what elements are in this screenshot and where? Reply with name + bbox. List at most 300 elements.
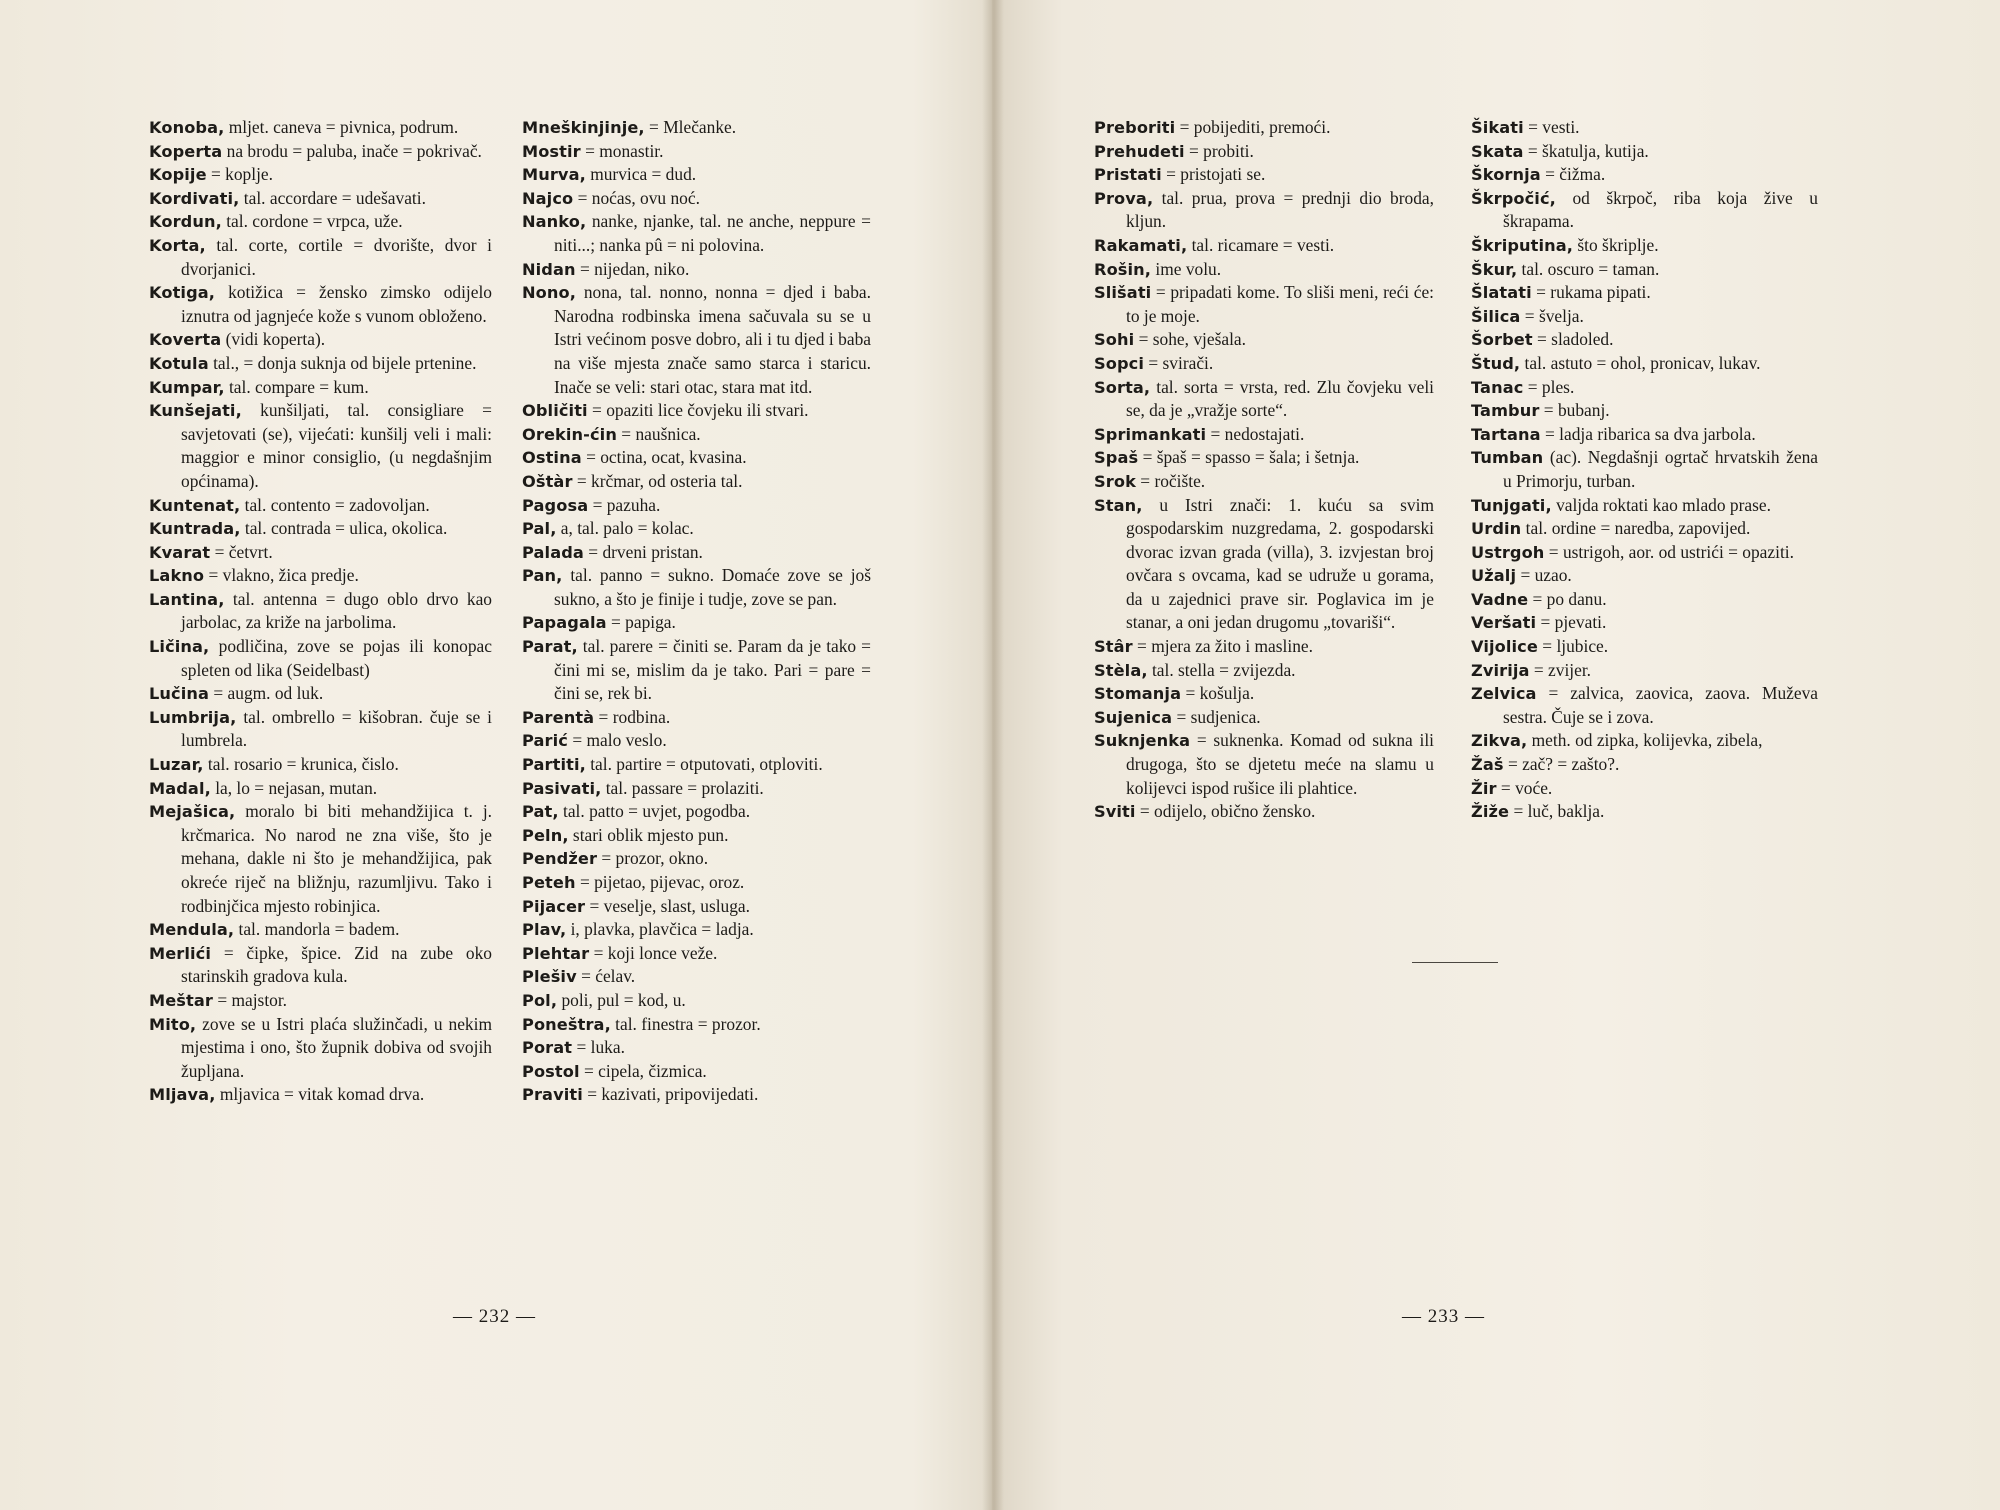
dictionary-entry bbox=[1094, 470, 1434, 494]
dictionary-entry bbox=[522, 729, 871, 753]
dictionary-entry bbox=[1094, 659, 1434, 683]
entry-headword: Ličina, bbox=[149, 637, 210, 657]
entry-definition: = uzao. bbox=[1516, 565, 1572, 586]
entry-headword: Nidan bbox=[522, 259, 576, 279]
entry-headword: Užalj bbox=[1471, 566, 1517, 586]
dictionary-entry bbox=[149, 777, 492, 801]
entry-headword: Koverta bbox=[149, 330, 222, 350]
entry-definition: = nedostajati. bbox=[1206, 423, 1305, 444]
entry-definition: stari oblik mjesto pun. bbox=[568, 824, 729, 845]
entry-headword: Žiže bbox=[1471, 802, 1510, 822]
entry-definition: = čižma. bbox=[1540, 164, 1606, 185]
entry-headword: Lakno bbox=[149, 566, 205, 586]
dictionary-entry bbox=[1471, 328, 1818, 352]
entry-definition: na brodu = paluba, inače = pokrivač. bbox=[222, 140, 482, 161]
entry-definition: = ročište. bbox=[1135, 470, 1206, 491]
entry-headword: Oštàr bbox=[522, 471, 573, 491]
dictionary-entry bbox=[1094, 800, 1434, 824]
dictionary-entry bbox=[1471, 352, 1818, 376]
dictionary-entry bbox=[522, 1036, 871, 1060]
entry-definition: što škriplje. bbox=[1573, 234, 1659, 255]
dictionary-entry bbox=[149, 942, 492, 989]
entry-definition: tal. patto = uvjet, pogodba. bbox=[558, 801, 751, 822]
dictionary-entry bbox=[1471, 399, 1818, 423]
entry-definition: tal. partire = otputovati, otploviti. bbox=[585, 754, 823, 775]
entry-definition: nona, tal. nonno, nonna = djed i baba. Narodna rodbinska imena sačuvala su se u Istri većinom posve dobro, ali i tu djed i baba na više mjesta znače samo starca i staricu. Inače se veli: stari otac, stara mat itd. bbox=[554, 282, 871, 397]
entry-headword: Tambur bbox=[1471, 401, 1540, 421]
entry-definition: = ljubice. bbox=[1537, 636, 1609, 657]
entry-definition: = zvijer. bbox=[1529, 659, 1592, 680]
entry-headword: Pat, bbox=[522, 802, 559, 822]
dictionary-entry bbox=[149, 564, 492, 588]
entry-definition: = rukama pipati. bbox=[1531, 282, 1651, 303]
dictionary-entry bbox=[149, 116, 492, 140]
page-number-left: — 232 — bbox=[453, 1306, 536, 1327]
entry-headword: Pan, bbox=[522, 566, 563, 586]
entry-headword: Vadne bbox=[1471, 589, 1529, 609]
entry-headword: Papagala bbox=[522, 613, 607, 633]
entry-headword: Kuntrada, bbox=[149, 519, 241, 539]
dictionary-entry bbox=[1094, 376, 1434, 423]
dictionary-entry bbox=[1471, 116, 1818, 140]
entry-headword: Vijolice bbox=[1471, 637, 1538, 657]
dictionary-entry bbox=[522, 847, 871, 871]
entry-definition: = octina, ocat, kvasina. bbox=[581, 447, 747, 468]
dictionary-entry bbox=[522, 163, 871, 187]
entry-headword: Mostir bbox=[522, 141, 581, 161]
dictionary-entry bbox=[149, 635, 492, 682]
entry-definition: = papiga. bbox=[606, 612, 676, 633]
entry-definition: tal. contrada = ulica, okolica. bbox=[240, 518, 448, 539]
entry-definition: (ac). Negdašnji ogrtač hrvatskih žena u Primorju, turban. bbox=[1503, 447, 1818, 491]
dictionary-entry bbox=[1471, 588, 1818, 612]
entry-definition: = pristojati se. bbox=[1161, 164, 1266, 185]
dictionary-entry bbox=[149, 328, 492, 352]
dictionary-entry bbox=[149, 399, 492, 493]
dictionary-entry bbox=[522, 470, 871, 494]
entry-definition: tal. parere = činiti se. Param da je tako = čini mi se, mislim da je tako. Pari = pare = čini se, rek bi. bbox=[554, 636, 871, 704]
entry-definition: mljavica = vitak komad drva. bbox=[215, 1084, 425, 1105]
dictionary-entry bbox=[522, 965, 871, 989]
dictionary-entry bbox=[522, 918, 871, 942]
dictionary-entry bbox=[149, 517, 492, 541]
entry-headword: Škur, bbox=[1471, 259, 1518, 279]
entry-headword: Stan, bbox=[1094, 495, 1143, 515]
entry-headword: Pagosa bbox=[522, 495, 589, 515]
entry-definition: = pjevati. bbox=[1536, 612, 1607, 633]
dictionary-entry bbox=[1471, 494, 1818, 518]
entry-definition: = noćas, ovu noć. bbox=[573, 187, 700, 208]
entry-definition: kunšiljati, tal. consigliare = savjetovati (se), vijećati: kunšilj veli i mali: maggior e minor consiglio, (u negdašnjim općinama). bbox=[181, 400, 492, 491]
entry-headword: Porat bbox=[522, 1038, 573, 1058]
entry-definition: tal. rosario = krunica, čislo. bbox=[203, 754, 399, 775]
dictionary-entry bbox=[522, 1083, 871, 1107]
entry-definition: nanke, njanke, tal. ne anche, neppure = niti...; nanka pû = ni polovina. bbox=[554, 211, 871, 255]
dictionary-entry bbox=[1471, 777, 1818, 801]
entry-headword: Pasivati, bbox=[522, 778, 602, 798]
dictionary-entry bbox=[1094, 352, 1434, 376]
entry-definition: tal. accordare = udešavati. bbox=[239, 187, 426, 208]
entry-definition: = prozor, okno. bbox=[597, 848, 709, 869]
entry-headword: Šlatati bbox=[1471, 283, 1532, 303]
entry-headword: Škriputina, bbox=[1471, 235, 1574, 255]
entry-headword: Korta, bbox=[149, 235, 206, 255]
entry-headword: Lantina, bbox=[149, 589, 225, 609]
entry-definition: = zač? = zašto?. bbox=[1503, 754, 1620, 775]
entry-definition: tal. prua, prova = prednji dio broda, kljun. bbox=[1126, 187, 1434, 232]
entry-headword: Štud, bbox=[1471, 353, 1521, 373]
dictionary-entry bbox=[149, 234, 492, 281]
entry-definition: la, lo = nejasan, mutan. bbox=[210, 777, 378, 798]
left-page bbox=[0, 0, 992, 1510]
entry-headword: Sprimankati bbox=[1094, 424, 1207, 444]
entry-definition: = bubanj. bbox=[1539, 400, 1610, 421]
dictionary-entry bbox=[522, 187, 871, 211]
entry-definition: = cipela, čizmica. bbox=[579, 1060, 707, 1081]
entry-headword: Plehtar bbox=[522, 943, 590, 963]
entry-definition: = krčmar, od osteria tal. bbox=[572, 470, 743, 491]
dictionary-entry bbox=[149, 588, 492, 635]
dictionary-entry bbox=[1094, 423, 1434, 447]
entry-headword: Kuntenat, bbox=[149, 495, 241, 515]
entry-headword: Pristati bbox=[1094, 165, 1162, 185]
dictionary-entry bbox=[149, 918, 492, 942]
entry-definition: = svirači. bbox=[1144, 352, 1214, 373]
dictionary-entry bbox=[1471, 446, 1818, 493]
entry-headword: Rakamati, bbox=[1094, 235, 1188, 255]
entry-headword: Konoba, bbox=[149, 118, 225, 137]
entry-headword: Mneškinjinje, bbox=[522, 118, 645, 137]
dictionary-entry bbox=[1094, 494, 1434, 636]
dictionary-entry bbox=[522, 777, 871, 801]
entry-definition: = luka. bbox=[572, 1037, 625, 1058]
entry-headword: Zikva, bbox=[1471, 731, 1528, 751]
dictionary-entry bbox=[1471, 611, 1818, 635]
entry-definition: = pijetao, pijevac, oroz. bbox=[575, 872, 745, 892]
entry-definition: tal. cordone = vrpca, uže. bbox=[221, 211, 403, 232]
dictionary-entry bbox=[1471, 305, 1818, 329]
entry-definition: = rodbina. bbox=[594, 706, 671, 727]
entry-headword: Prova, bbox=[1094, 188, 1154, 208]
entry-definition: murvica = dud. bbox=[585, 164, 697, 185]
page-number-right: — 233 — bbox=[1402, 1306, 1485, 1327]
dictionary-entry bbox=[522, 517, 871, 541]
dictionary-entry bbox=[1094, 140, 1434, 164]
dictionary-entry bbox=[149, 682, 492, 706]
entry-definition: ime volu. bbox=[1151, 258, 1222, 279]
entry-headword: Murva, bbox=[522, 165, 586, 185]
entry-definition: tal. oscuro = taman. bbox=[1517, 258, 1660, 279]
entry-definition: = špaš = spasso = šala; i šetnja. bbox=[1138, 447, 1360, 468]
end-rule bbox=[1412, 962, 1498, 963]
entry-headword: Ustrgoh bbox=[1471, 542, 1545, 562]
book-gutter-shadow bbox=[982, 0, 1004, 1510]
entry-definition: = veselje, slast, usluga. bbox=[585, 895, 751, 916]
dictionary-entry bbox=[1471, 564, 1818, 588]
dictionary-entry bbox=[522, 541, 871, 565]
entry-headword: Kotula bbox=[149, 353, 209, 373]
dictionary-entry bbox=[149, 210, 492, 234]
dictionary-entry bbox=[1471, 140, 1818, 164]
dictionary-entry bbox=[1471, 729, 1818, 753]
entry-definition: i, plavka, plavčica = ladja. bbox=[566, 919, 754, 940]
entry-headword: Kopije bbox=[149, 165, 207, 185]
dictionary-entry bbox=[522, 140, 871, 164]
entry-headword: Slišati bbox=[1094, 283, 1152, 303]
dictionary-entry bbox=[1471, 517, 1818, 541]
entry-headword: Zelvica bbox=[1471, 684, 1537, 704]
entry-headword: Pijacer bbox=[522, 896, 586, 916]
entry-headword: Partiti, bbox=[522, 755, 586, 775]
entry-headword: Peln, bbox=[522, 825, 569, 845]
entry-headword: Poneštra, bbox=[522, 1014, 611, 1034]
entry-headword: Kunšejati, bbox=[149, 401, 242, 421]
dictionary-entry bbox=[522, 635, 871, 706]
entry-definition: = sladoled. bbox=[1532, 329, 1614, 350]
dictionary-entry bbox=[149, 800, 492, 918]
dictionary-entry bbox=[522, 258, 871, 282]
entry-headword: Veršati bbox=[1471, 613, 1537, 633]
dictionary-entry bbox=[1471, 376, 1818, 400]
dictionary-entry bbox=[1094, 187, 1434, 234]
dictionary-entry bbox=[149, 494, 492, 518]
dictionary-entry bbox=[1471, 281, 1818, 305]
entry-definition: = pripadati kome. To sliši meni, reći će: to je moje. bbox=[1126, 282, 1434, 326]
entry-headword: Parentà bbox=[522, 707, 595, 727]
dictionary-entry bbox=[1471, 541, 1818, 565]
dictionary-entry bbox=[1471, 635, 1818, 659]
entry-definition: (vidi koperta). bbox=[221, 329, 326, 350]
dictionary-entry bbox=[1471, 163, 1818, 187]
entry-headword: Stèla, bbox=[1094, 660, 1148, 680]
entry-definition: = vesti. bbox=[1523, 117, 1580, 137]
entry-headword: Sviti bbox=[1094, 802, 1136, 822]
entry-headword: Pol, bbox=[522, 990, 558, 1010]
entry-definition: u Istri znači: 1. kuću sa svim gospodarskim nuzgredama, 2. gospodarski dvorac izvan grada (villa), 3. izvjestan broj ovčara s ovcama, kad se udruže u gorama, da u zajednici prave sir. Poglavica im je stanar, a oni jedan drugomu „tovariši“. bbox=[1126, 494, 1434, 633]
entry-definition: tal. finestra = prozor. bbox=[610, 1013, 761, 1034]
entry-headword: Šilica bbox=[1471, 306, 1521, 326]
entry-definition: = voće. bbox=[1496, 777, 1553, 798]
dictionary-entry bbox=[1094, 163, 1434, 187]
entry-headword: Meštar bbox=[149, 990, 213, 1010]
entry-definition: = škatulja, kutija. bbox=[1523, 140, 1649, 161]
dictionary-entry bbox=[149, 753, 492, 777]
entry-definition: = naušnica. bbox=[616, 423, 701, 444]
entry-definition: = sudjenica. bbox=[1172, 706, 1261, 727]
entry-headword: Urdin bbox=[1471, 519, 1522, 539]
entry-definition: = suknenka. Komad od sukna ili drugoga, što se djetetu meće na slamu u kolijevci ispod rušice ili plahtice. bbox=[1126, 730, 1434, 798]
entry-headword: Tanac bbox=[1471, 377, 1524, 397]
dictionary-entry bbox=[522, 753, 871, 777]
dictionary-entry bbox=[149, 989, 492, 1013]
dictionary-entry bbox=[1094, 281, 1434, 328]
entry-headword: Zvirija bbox=[1471, 660, 1530, 680]
entry-headword: Tunjgati, bbox=[1471, 495, 1552, 515]
entry-definition: = ples. bbox=[1523, 376, 1575, 397]
dictionary-entry bbox=[1094, 446, 1434, 470]
entry-headword: Parat, bbox=[522, 637, 578, 657]
entry-definition: = ćelav. bbox=[576, 966, 636, 987]
entry-headword: Srok bbox=[1094, 471, 1136, 491]
entry-headword: Madal, bbox=[149, 778, 211, 798]
entry-definition: = švelja. bbox=[1520, 305, 1584, 326]
entry-headword: Sujenica bbox=[1094, 707, 1173, 727]
dictionary-entry bbox=[522, 564, 871, 611]
dictionary-entry bbox=[1094, 258, 1434, 282]
dictionary-entry bbox=[522, 399, 871, 423]
entry-definition: = luč, baklja. bbox=[1509, 801, 1605, 822]
dictionary-entry bbox=[1094, 729, 1434, 800]
entry-definition: = pobijediti, premoći. bbox=[1175, 117, 1331, 137]
entry-definition: od škrpoč, riba koja žive u škrapama. bbox=[1503, 187, 1818, 232]
entry-definition: = opaziti lice čovjeku ili stvari. bbox=[587, 400, 809, 421]
entry-headword: Pendžer bbox=[522, 849, 598, 869]
entry-headword: Parić bbox=[522, 731, 568, 751]
right-page bbox=[992, 0, 2000, 1510]
dictionary-entry bbox=[1471, 258, 1818, 282]
entry-headword: Plav, bbox=[522, 920, 567, 940]
dictionary-entry bbox=[1094, 234, 1434, 258]
entry-definition: poli, pul = kod, u. bbox=[557, 989, 686, 1010]
entry-headword: Mljava, bbox=[149, 1085, 216, 1105]
dictionary-entry bbox=[149, 352, 492, 376]
entry-headword: Žir bbox=[1471, 778, 1497, 798]
entry-definition: = koplje. bbox=[206, 164, 273, 185]
entry-definition: tal. astuto = ohol, pronicav, lukav. bbox=[1520, 352, 1761, 373]
left-page-column-1 bbox=[149, 116, 492, 1107]
dictionary-entry bbox=[149, 140, 492, 164]
entry-headword: Lumbrija, bbox=[149, 707, 237, 727]
dictionary-entry bbox=[149, 1013, 492, 1084]
dictionary-entry bbox=[522, 611, 871, 635]
entry-headword: Tartana bbox=[1471, 424, 1541, 444]
entry-definition: = kazivati, pripovijedati. bbox=[582, 1084, 759, 1105]
dictionary-entry bbox=[149, 187, 492, 211]
dictionary-entry bbox=[1094, 706, 1434, 730]
entry-headword: Šikati bbox=[1471, 118, 1524, 137]
entry-definition: tal. mandorla = badem. bbox=[234, 919, 400, 940]
entry-definition: = vlakno, žica predje. bbox=[204, 565, 359, 586]
dictionary-entry bbox=[522, 989, 871, 1013]
dictionary-entry bbox=[522, 706, 871, 730]
entry-definition: = majstor. bbox=[212, 989, 288, 1010]
dictionary-entry bbox=[1094, 116, 1434, 140]
entry-headword: Kordun, bbox=[149, 212, 222, 232]
dictionary-entry bbox=[522, 116, 871, 140]
dictionary-entry bbox=[1094, 682, 1434, 706]
dictionary-entry bbox=[522, 446, 871, 470]
entry-definition: = ustrigoh, aor. od ustrići = opaziti. bbox=[1544, 541, 1794, 562]
entry-headword: Prehudeti bbox=[1094, 141, 1185, 161]
entry-definition: = četvrt. bbox=[210, 541, 273, 562]
entry-headword: Mendula, bbox=[149, 920, 235, 940]
entry-headword: Mito, bbox=[149, 1014, 197, 1034]
entry-definition: mljet. caneva = pivnica, podrum. bbox=[224, 117, 459, 137]
entry-headword: Koperta bbox=[149, 141, 223, 161]
dictionary-entry bbox=[522, 494, 871, 518]
entry-definition: tal., = donja suknja od bijele prtenine. bbox=[208, 352, 477, 373]
dictionary-entry bbox=[522, 210, 871, 257]
entry-headword: Sorta, bbox=[1094, 377, 1151, 397]
entry-definition: = sohe, vješala. bbox=[1134, 329, 1246, 350]
entry-definition: valjda roktati kao mlado prase. bbox=[1551, 494, 1771, 515]
entry-headword: Kumpar, bbox=[149, 377, 225, 397]
entry-headword: Kordivati, bbox=[149, 188, 240, 208]
entry-definition: = čipke, špice. Zid na zube oko starinskih gradova kula. bbox=[181, 942, 492, 987]
dictionary-entry bbox=[1471, 800, 1818, 824]
entry-definition: = zalvica, zaovica, zaova. Muževa sestra. Čuje se i zova. bbox=[1503, 683, 1818, 727]
entry-definition: tal. compare = kum. bbox=[224, 376, 369, 397]
entry-headword: Merlići bbox=[149, 943, 212, 963]
dictionary-entry bbox=[1471, 423, 1818, 447]
entry-headword: Stomanja bbox=[1094, 684, 1182, 704]
dictionary-entry bbox=[522, 1060, 871, 1084]
entry-headword: Lučina bbox=[149, 684, 210, 704]
entry-definition: = nijedan, niko. bbox=[575, 258, 690, 279]
dictionary-entry bbox=[149, 541, 492, 565]
dictionary-entry bbox=[1471, 753, 1818, 777]
entry-headword: Sopci bbox=[1094, 353, 1145, 373]
entry-headword: Peteh bbox=[522, 873, 576, 892]
entry-headword: Ostina bbox=[522, 448, 582, 468]
entry-definition: = odijelo, obično žensko. bbox=[1135, 801, 1316, 822]
entry-headword: Kotiga, bbox=[149, 283, 216, 303]
dictionary-entry bbox=[522, 800, 871, 824]
entry-definition: tal. contento = zadovoljan. bbox=[240, 494, 430, 515]
entry-definition: = monastir. bbox=[580, 140, 664, 161]
entry-definition: tal. antenna = dugo oblo drvo kao jarbolac, za križe na jarbolima. bbox=[181, 588, 492, 633]
entry-headword: Nanko, bbox=[522, 212, 587, 232]
entry-headword: Žaš bbox=[1471, 755, 1504, 775]
dictionary-entry bbox=[522, 895, 871, 919]
entry-headword: Nono, bbox=[522, 283, 576, 303]
left-page-column-2 bbox=[522, 116, 871, 1107]
entry-definition: tal. corte, cortile = dvorište, dvor i dvorjanici. bbox=[181, 234, 492, 279]
entry-headword: Praviti bbox=[522, 1085, 583, 1105]
dictionary-entry bbox=[522, 423, 871, 447]
dictionary-entry bbox=[522, 281, 871, 399]
entry-headword: Kvarat bbox=[149, 542, 211, 562]
dictionary-entry bbox=[149, 706, 492, 753]
entry-headword: Sohi bbox=[1094, 330, 1135, 350]
entry-definition: = pazuha. bbox=[588, 494, 661, 515]
entry-headword: Palada bbox=[522, 542, 584, 562]
entry-headword: Obličiti bbox=[522, 401, 588, 421]
entry-headword: Tumban bbox=[1471, 448, 1544, 468]
dictionary-entry bbox=[149, 376, 492, 400]
entry-definition: meth. od zipka, kolijevka, zibela, bbox=[1527, 730, 1763, 751]
entry-definition: = malo veslo. bbox=[567, 730, 667, 751]
entry-definition: tal. passare = prolaziti. bbox=[601, 777, 764, 798]
entry-headword: Rošin, bbox=[1094, 259, 1152, 279]
entry-definition: tal. sorta = vrsta, red. Zlu čovjeku veli se, da je „vražje sorte“. bbox=[1126, 376, 1434, 421]
entry-definition: = Mlečanke. bbox=[644, 117, 737, 137]
entry-definition: a, tal. palo = kolac. bbox=[556, 518, 694, 539]
dictionary-entry bbox=[522, 942, 871, 966]
entry-definition: = ladja ribarica sa dva jarbola. bbox=[1540, 423, 1756, 444]
dictionary-entry bbox=[1094, 328, 1434, 352]
entry-headword: Postol bbox=[522, 1061, 580, 1081]
entry-headword: Najco bbox=[522, 188, 574, 208]
entry-definition: podličina, zove se pojas ili konopac spleten od lika (Seidelbast) bbox=[181, 636, 492, 680]
entry-definition: = po danu. bbox=[1528, 588, 1607, 609]
entry-headword: Spaš bbox=[1094, 448, 1139, 468]
entry-headword: Pal, bbox=[522, 519, 557, 539]
entry-headword: Šorbet bbox=[1471, 330, 1533, 350]
dictionary-entry bbox=[522, 1013, 871, 1037]
dictionary-entry bbox=[149, 163, 492, 187]
right-page-column-1 bbox=[1094, 116, 1434, 824]
